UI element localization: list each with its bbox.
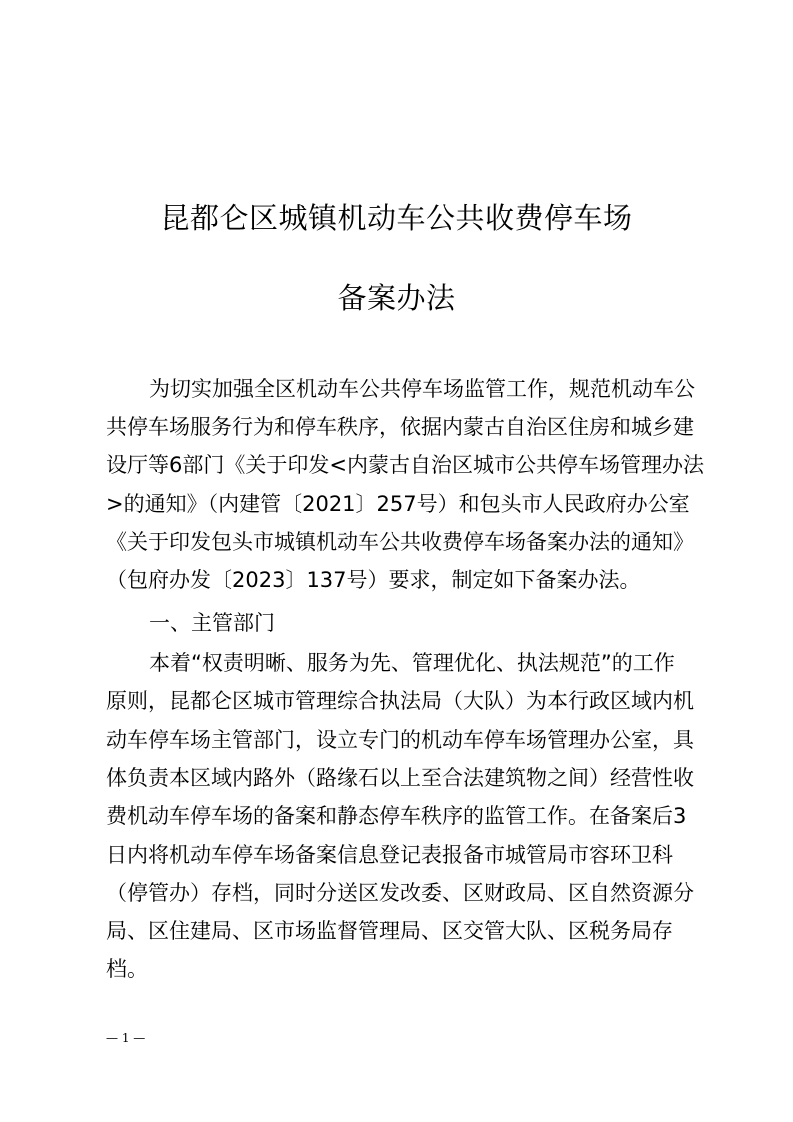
paragraph-line: 共停车场服务行为和停车秩序，依据内蒙古自治区住房和城乡建	[106, 415, 694, 439]
paragraph-line: 体负责本区域内路外（路缘石以上至合法建筑物之间）经营性收	[106, 766, 694, 790]
page-number: — 1 —	[106, 1031, 146, 1045]
paragraph-line: 原则，昆都仑区城市管理综合执法局（大队）为本行政区域内机	[106, 689, 694, 713]
paragraph-line: >的通知》（内建管〔2021〕257号）和包头市人民政府办公室	[106, 492, 690, 516]
paragraph-line: 设厅等6部门《关于印发<内蒙古自治区城市公共停车场管理办法	[106, 453, 704, 477]
paragraph-line: 档。	[106, 957, 148, 981]
paragraph-line: 费机动车停车场的备案和静态停车秩序的监管工作。在备案后3	[106, 804, 687, 828]
paragraph-line: （包府办发〔2023〕137号）要求，制定如下备案办法。	[106, 568, 641, 592]
section-heading: 一、主管部门	[149, 611, 275, 635]
paragraph-line: 为切实加强全区机动车公共停车场监管工作，规范机动车公	[149, 377, 695, 401]
paragraph-line: 本着“权责明晰、服务为先、管理优化、执法规范”的工作	[149, 651, 675, 675]
document-title-line-2: 备案办法	[337, 281, 456, 315]
paragraph-line: 局、区住建局、区市场监督管理局、区交管大队、区税务局存	[106, 919, 673, 943]
paragraph-line: 《关于印发包头市城镇机动车公共收费停车场备案办法的通知》	[106, 530, 694, 554]
paragraph-line: 日内将机动车停车场备案信息登记表报备市城管局市容环卫科	[106, 843, 673, 867]
paragraph-line: （停管办）存档，同时分送区发改委、区财政局、区自然资源分	[106, 881, 694, 905]
document-title-line-1: 昆都仑区城镇机动车公共收费停车场	[160, 201, 633, 235]
paragraph-line: 动车停车场主管部门，设立专门的机动车停车场管理办公室，具	[106, 728, 694, 752]
